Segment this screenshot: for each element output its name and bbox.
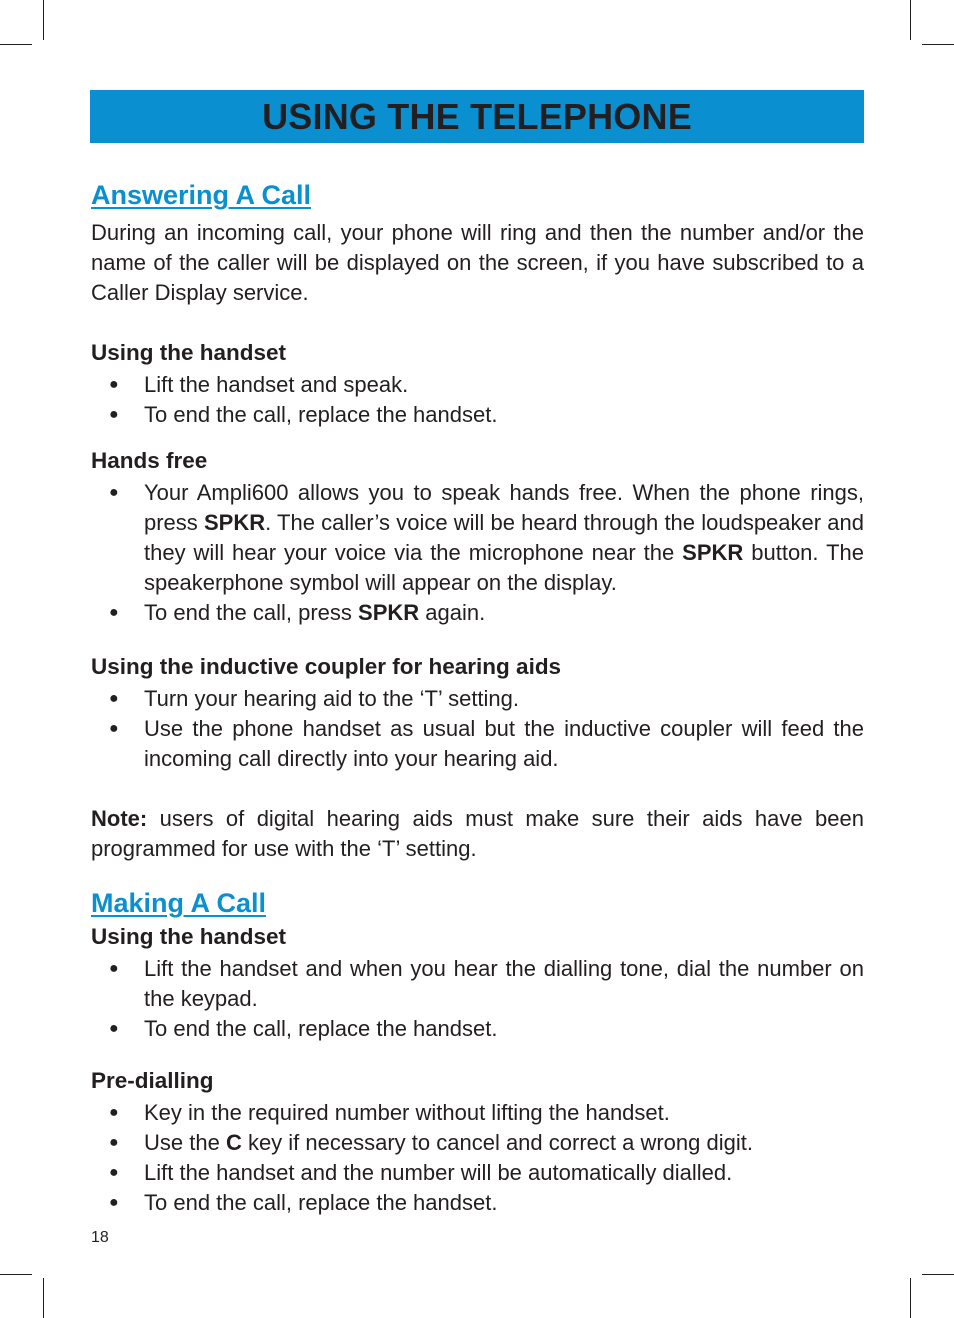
crop-mark (0, 44, 32, 45)
list-item: ● To end the call, replace the handset. (91, 400, 864, 430)
crop-mark (922, 1274, 954, 1275)
bullet-icon: ● (109, 720, 119, 737)
bullet-icon: ● (109, 484, 119, 501)
answering-heading: Answering A Call (91, 180, 312, 210)
list-item: ● Lift the handset and speak. (91, 370, 864, 400)
list-item: ● To end the call, press SPKR again. (91, 598, 864, 628)
bullet-icon: ● (109, 604, 119, 621)
page-number: 18 (91, 1229, 109, 1246)
handsfree-heading: Hands free (91, 448, 208, 473)
crop-mark (922, 44, 954, 45)
bullet-icon: ● (109, 376, 119, 393)
coupler-list (91, 684, 864, 774)
list-item: ● Key in the required number without lifting the handset. (91, 1098, 864, 1128)
list-item: ● Use the phone handset as usual but the inductive coupler will feed the incoming call directly into your hearing aid. (109, 716, 864, 771)
bullet-icon: ● (109, 1164, 119, 1181)
coupler-heading: Using the inductive coupler for hearing aids (91, 654, 562, 679)
page-content (91, 176, 864, 1218)
list-item: ● Your Ampli600 allows you to speak hands free. When the phone rings, press SPKR. The caller’s voice will be heard through the loudspeaker and they will hear your voice via the microphone near the SPKR button. The speakerphone symbol will appear on the display. (109, 480, 865, 595)
crop-mark (43, 0, 44, 40)
making-handset-list (91, 954, 864, 1044)
predial-heading: Pre-dialling (91, 1068, 214, 1093)
predial-list (91, 1098, 864, 1218)
crop-mark (910, 1278, 911, 1318)
crop-mark (43, 1278, 44, 1318)
bullet-icon: ● (109, 960, 119, 977)
answering-handset-list (91, 370, 864, 430)
list-item: ● To end the call, replace the handset. (91, 1014, 864, 1044)
note-label: Note: (91, 806, 148, 831)
handsfree-list (91, 478, 864, 628)
list-item: ● To end the call, replace the handset. (91, 1188, 864, 1218)
bullet-icon: ● (109, 406, 119, 423)
bullet-icon: ● (109, 1134, 119, 1151)
list-item: ● Turn your hearing aid to the ‘T’ setting. (91, 684, 864, 714)
making-heading: Making A Call (91, 888, 267, 918)
list-item: ● Lift the handset and the number will be automatically dialled. (91, 1158, 864, 1188)
list-item: ● Lift the handset and when you hear the dialling tone, dial the number on the keypad. (109, 956, 864, 1011)
note: Note: users of digital hearing aids must make sure their aids have been programmed for use with the ‘T’ setting. (91, 806, 864, 861)
bullet-icon: ● (109, 1194, 119, 1211)
crop-mark (0, 1274, 32, 1275)
page-title: USING THE TELEPHONE (90, 90, 864, 143)
making-handset-heading: Using the handset (91, 924, 287, 949)
bullet-icon: ● (109, 1020, 119, 1037)
crop-mark (910, 0, 911, 40)
answering-intro: During an incoming call, your phone will ring and then the number and/or the name of the caller will be displayed on the screen, if you have subscribed to a Caller Display service. (91, 220, 864, 305)
bullet-icon: ● (109, 690, 119, 707)
bullet-icon: ● (109, 1104, 119, 1121)
answering-handset-heading: Using the handset (91, 340, 287, 365)
list-item: ● Use the C key if necessary to cancel and correct a wrong digit. (91, 1128, 864, 1158)
